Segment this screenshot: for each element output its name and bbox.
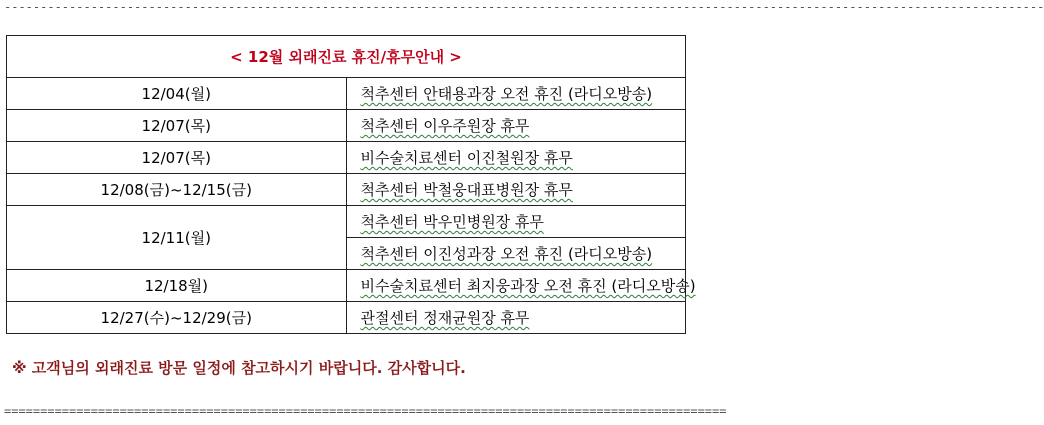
date-cell: 12/11(월) [7,206,347,270]
table-row [7,206,686,238]
desc-cell [346,110,686,142]
desc-cell [346,78,686,110]
table-row [7,270,686,302]
desc-text: 비수술치료센터 최지웅과장 오전 휴진 (라디오방송) [360,277,696,295]
desc-text: 척추센터 이진성과장 오전 휴진 (라디오방송) [360,245,653,263]
schedule-table [6,35,696,334]
table-row [7,110,686,142]
table-row [7,302,686,334]
desc-text: 척추센터 이우주원장 휴무 [360,117,530,135]
desc-cell [346,238,686,270]
date-cell: 12/27(수)~12/29(금) [7,302,347,334]
table-row [7,142,686,174]
date-cell: 12/04(월) [7,78,347,110]
bottom-double-rule: ==================================================================================================== [4,404,727,418]
desc-cell [346,174,686,206]
date-cell: 12/08(금)~12/15(금) [7,174,347,206]
top-dashed-rule: ------------------------------------------------------------------------------------------------------------------------------------------------ [4,0,1044,14]
desc-cell [346,142,686,174]
desc-text: 관절센터 정재균원장 휴무 [360,309,530,327]
notice-text: ※ 고객님의 외래진료 방문 일정에 참고하시기 바랍니다. 감사합니다. [12,359,466,377]
date-cell: 12/18월) [7,270,347,302]
desc-text: 비수술치료센터 이진철원장 휴무 [360,149,573,167]
table-row [7,78,686,110]
desc-text: 척추센터 안태용과장 오전 휴진 (라디오방송) [360,85,653,103]
desc-cell [346,206,686,238]
desc-text: 척추센터 박철웅대표병원장 휴무 [360,181,573,199]
table-title: < 12월 외래진료 휴진/휴무안내 > [7,36,686,78]
desc-cell [346,302,686,334]
table-row [7,174,686,206]
desc-text: 척추센터 박우민병원장 휴무 [360,213,544,231]
date-cell: 12/07(목) [7,110,347,142]
title-row [7,36,686,78]
desc-cell [346,270,696,302]
date-cell: 12/07(목) [7,142,347,174]
